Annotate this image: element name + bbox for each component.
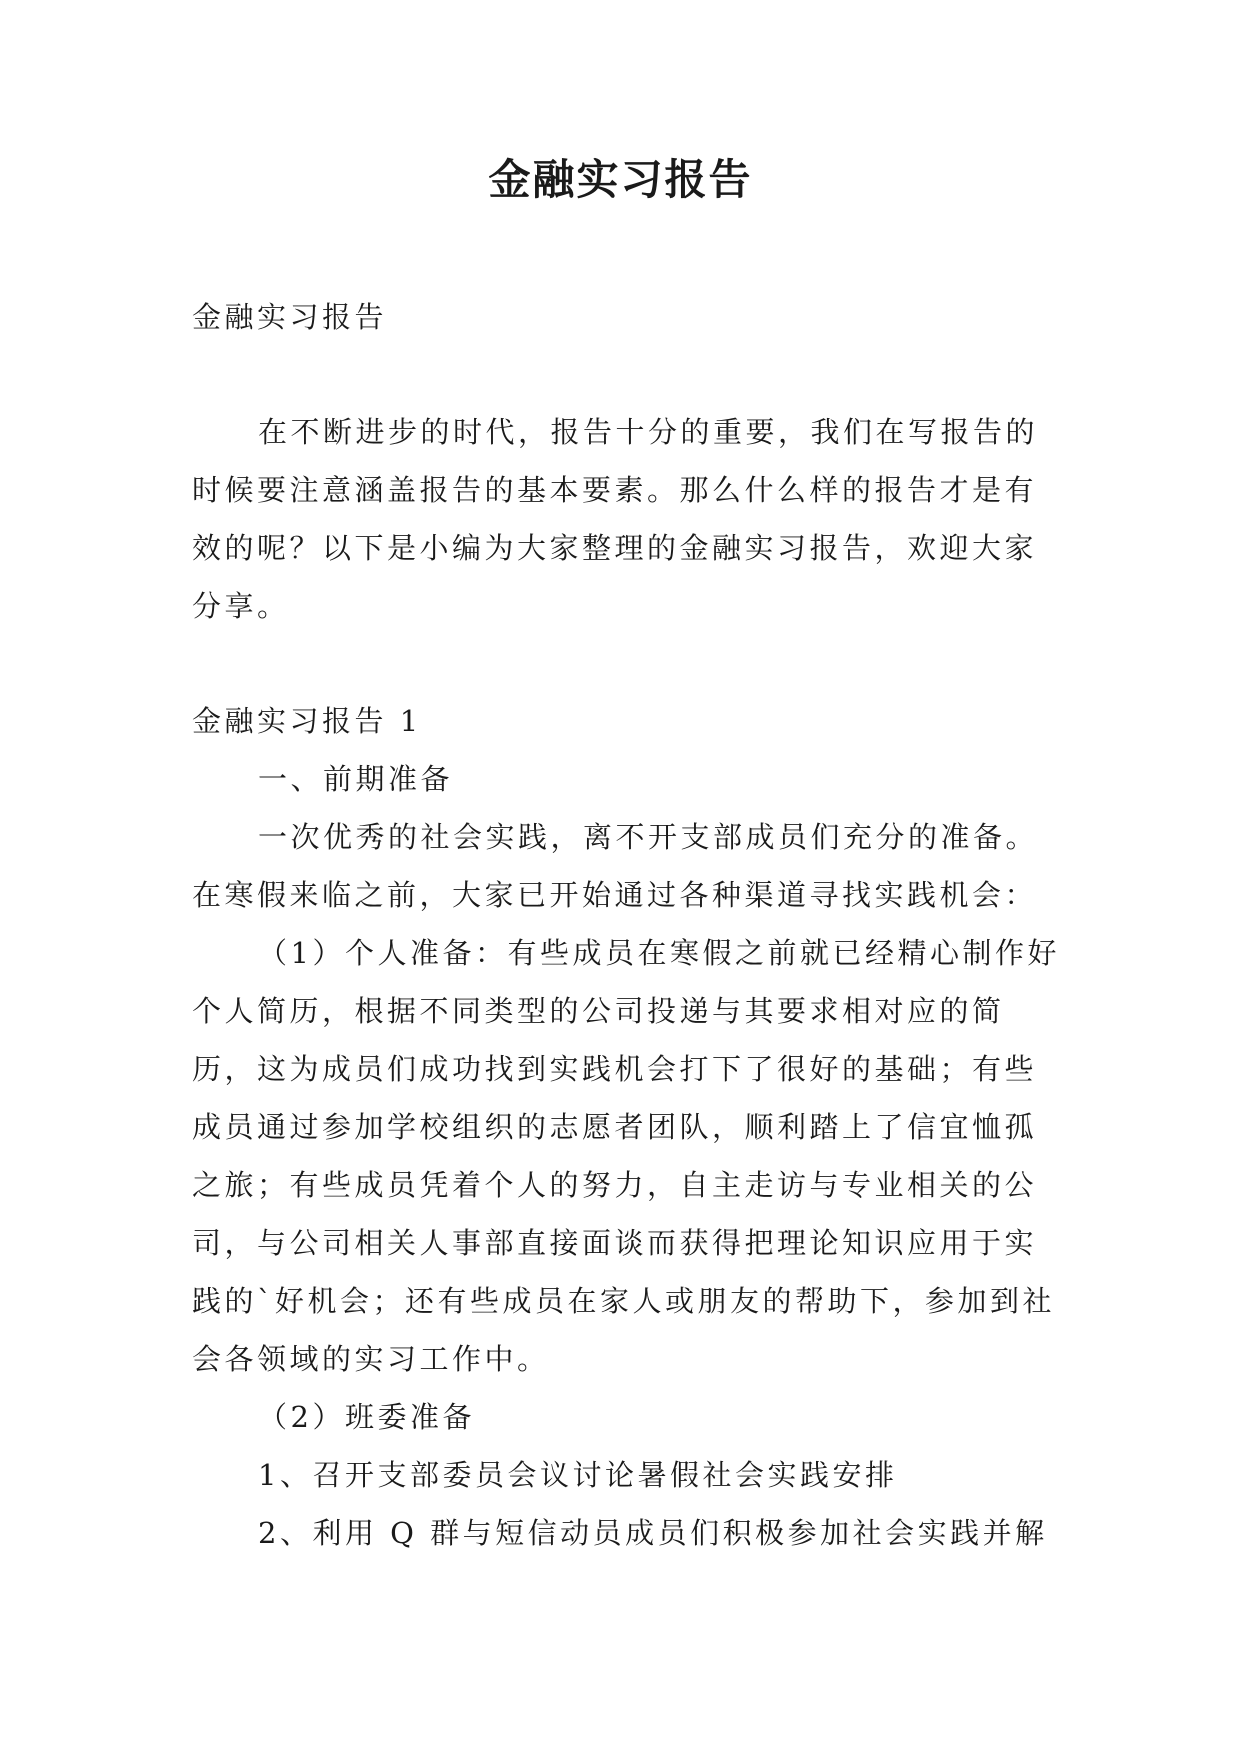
prep-heading: 一、前期准备 [258, 762, 454, 796]
paragraph-1: 一次优秀的社会实践，离不开支部成员们充分的准备。在寒假来临之前，大家已开始通过各种渠道寻找实践机会： [192, 820, 1039, 912]
intro-paragraph: 在不断进步的时代，报告十分的重要，我们在写报告的时候要注意涵盖报告的基本要素。那么什么样的报告才是有效的呢？以下是小编为大家整理的金融实习报告，欢迎大家分享。 [192, 415, 1039, 623]
section-heading: 金融实习报告 1 [192, 704, 422, 738]
section-body [192, 692, 1060, 1562]
document-subtitle: 金融实习报告 [192, 300, 388, 334]
committee-prep-heading: （2）班委准备 [258, 1400, 475, 1434]
list-item-1: 1、召开支部委员会议讨论暑假社会实践安排 [258, 1458, 898, 1492]
list-item-2: 2、利用 Q 群与短信动员成员们积极参加社会实践并解 [258, 1516, 1048, 1550]
personal-prep-paragraph: （1）个人准备：有些成员在寒假之前就已经精心制作好个人简历，根据不同类型的公司投递与其要求相对应的简历，这为成员们成功找到实践机会打下了很好的基础；有些成员通过参加学校组织的志愿者团队，顺利踏上了信宜恤孤之旅；有些成员凭着个人的努力，自主走访与专业相关的公司，与公司相关人事部直接面谈而获得把理论知识应用于实践的`好机会；还有些成员在家人或朋友的帮助下，参加到社会各领域的实习工作中。 [192, 936, 1060, 1376]
document-title: 金融实习报告 [488, 155, 753, 204]
